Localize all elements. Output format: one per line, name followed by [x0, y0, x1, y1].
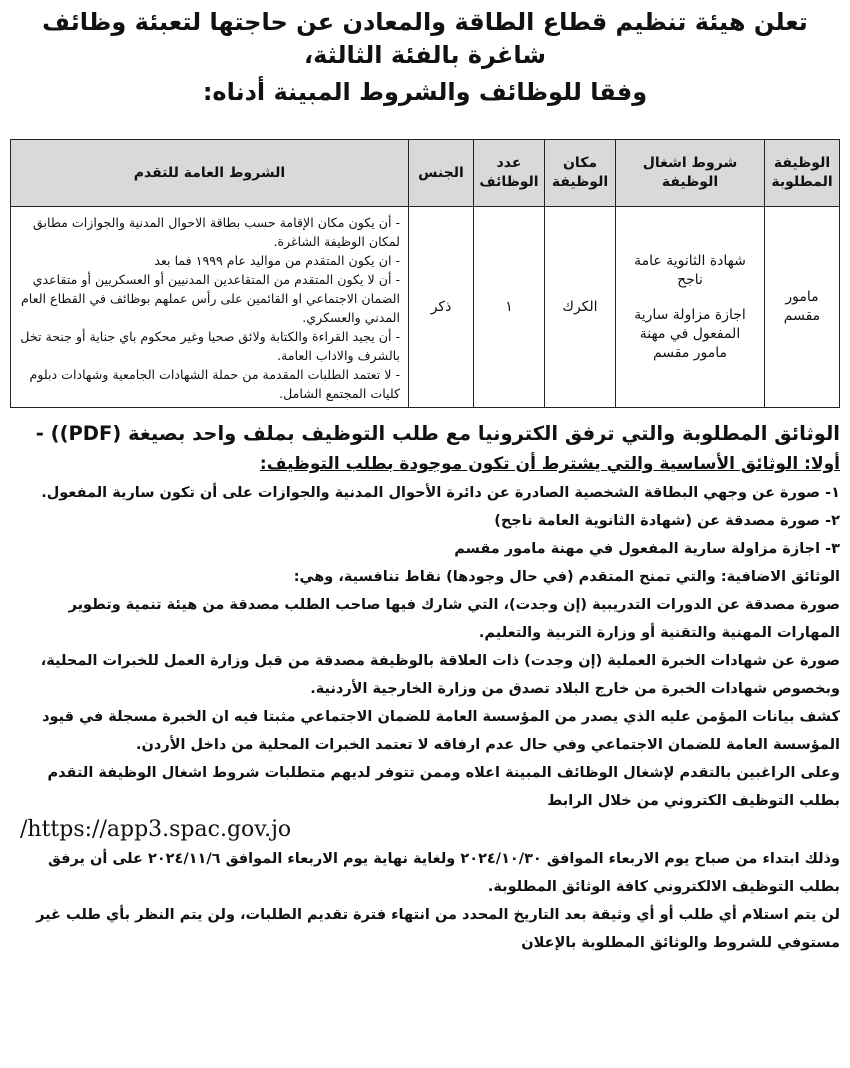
application-notice: لن يتم استلام أي طلب أو أي وثيقة بعد التاريخ المحدد من انتهاء فترة تقديم الطلبات، ولن يتم النظر بأي طلب غير مستوفي للشروط والوثائق المطلوبة بالإعلان — [36, 907, 840, 951]
cell-gender: ذكر — [409, 207, 474, 408]
basic-document-item: ١- صورة عن وجهي البطاقة الشخصية الصادرة عن دائرة الأحوال المدنية والجوازات على أن تكون سارية المفعول. — [41, 485, 840, 501]
announcement-headline-line2: وفقا للوظائف والشروط المبينة أدناه: — [202, 78, 648, 106]
header-general-conditions: الشروط العامة للتقدم — [11, 140, 409, 207]
cell-general-conditions — [11, 207, 409, 408]
additional-document-experience: صورة عن شهادات الخبرة العملية (إن وجدت) ذات العلاقة بالوظيفة مصدقة من قبل وزارة العمل للخبرات المحلية، وبخصوص شهادات الخبرة من خارج البلاد تصدق من وزارة الخارجية الأردنية. — [40, 653, 840, 697]
announcement-headline-line1: تعلن هيئة تنظيم قطاع الطاقة والمعادن عن حاجتها لتعبئة وظائف شاغرة بالفئة الثالثة، — [42, 8, 808, 69]
basic-document-item: ٢- صورة مصدقة عن (شهادة الثانوية العامة ناجح) — [494, 513, 840, 529]
job-requirement-certificate: شهادة الثانوية عامة ناجح — [634, 252, 746, 288]
condition-item: - أن يجيد القراءة والكتابة ولائق صحيا وغير محكوم باي جناية أو جنحة تخل بالشرف والاداب العامة. — [20, 329, 400, 363]
header-gender: الجنس — [409, 140, 474, 207]
header-job-requirements: شروط اشغال الوظيفة — [616, 140, 765, 207]
table-header-row — [11, 140, 840, 207]
header-job: الوظيفة المطلوبة — [765, 140, 840, 207]
condition-item: - ان يكون المتقدم من مواليد عام ١٩٩٩ فما بعد — [154, 253, 400, 268]
cell-job-requirements — [616, 207, 765, 408]
additional-documents-intro: الوثائق الاضافية: والتي تمنح المتقدم (في حال وجودها) نقاط تنافسية، وهي: — [293, 569, 840, 585]
cell-count: ١ — [474, 207, 545, 408]
application-link: /https://app3.spac.gov.jo — [20, 817, 292, 842]
header-count: عدد الوظائف — [474, 140, 545, 207]
cell-job: مامور مقسم — [765, 207, 840, 408]
documents-title: الوثائق المطلوبة والتي ترفق الكترونيا مع طلب التوظيف بملف واحد بصيغة (PDF)) - — [35, 422, 840, 445]
condition-item: - أن يكون مكان الإقامة حسب بطاقة الاحوال المدنية والجوازات مطابق لمكان الوظيفة الشاغرة. — [32, 215, 400, 249]
additional-document-social-security: كشف بيانات المؤمن عليه الذي يصدر من المؤسسة العامة للضمان الاجتماعي مثبتا فيه ان الخبرة مسجلة في قيود المؤسسة العامة للضمان الاجتماعي وفي حال عدم ارفاقه لا تعتمد الخبرات المحلية من داخل الأردن. — [42, 709, 840, 753]
condition-item: - لا تعتمد الطلبات المقدمة من حملة الشهادات الجامعية وشهادات دبلوم كليات المجتمع الشامل. — [29, 367, 400, 401]
cell-location: الكرك — [545, 207, 616, 408]
job-requirement-license: اجازة مزاولة سارية المفعول في مهنة مامور مقسم — [634, 306, 746, 361]
condition-item: - أن لا يكون المتقدم من المتقاعدين المدنيين أو العسكريين أو متقاعدي الضمان الاجتماعي او القائمين على رأس عملهم بوظائف في القطاع العام المدني والعسكري. — [21, 272, 400, 325]
jobs-table — [10, 139, 840, 408]
basic-document-item: ٣- اجازة مزاولة سارية المفعول في مهنة مامور مقسم — [454, 541, 840, 557]
basic-documents-title: أولا: الوثائق الأساسية والتي يشترط أن تكون موجودة بطلب التوظيف: — [259, 454, 840, 474]
application-instructions: وعلى الراغبين بالتقدم لإشغال الوظائف المبينة اعلاه وممن تتوفر لديهم متطلبات شروط اشغال الوظيفة التقدم بطلب التوظيف الكتروني من خلال الرابط — [47, 765, 840, 809]
additional-document-training: صورة مصدقة عن الدورات التدريبية (إن وجدت)، التي شارك فيها صاحب الطلب مصدقة من هيئة تنمية وتطوير المهارات المهنية والتقنية أو وزارة التربية والتعليم. — [68, 597, 840, 641]
application-period: وذلك ابتداء من صباح يوم الاربعاء الموافق ٢٠٢٤/١٠/٣٠ ولغاية نهاية يوم الاربعاء الموافق ٢٠٢٤/١١/٦ على أن يرفق بطلب التوظيف الالكتروني كافة الوثائق المطلوبة. — [47, 851, 840, 895]
table-row — [11, 207, 840, 408]
job-requirement-gap — [622, 290, 758, 306]
header-location: مكان الوظيفة — [545, 140, 616, 207]
